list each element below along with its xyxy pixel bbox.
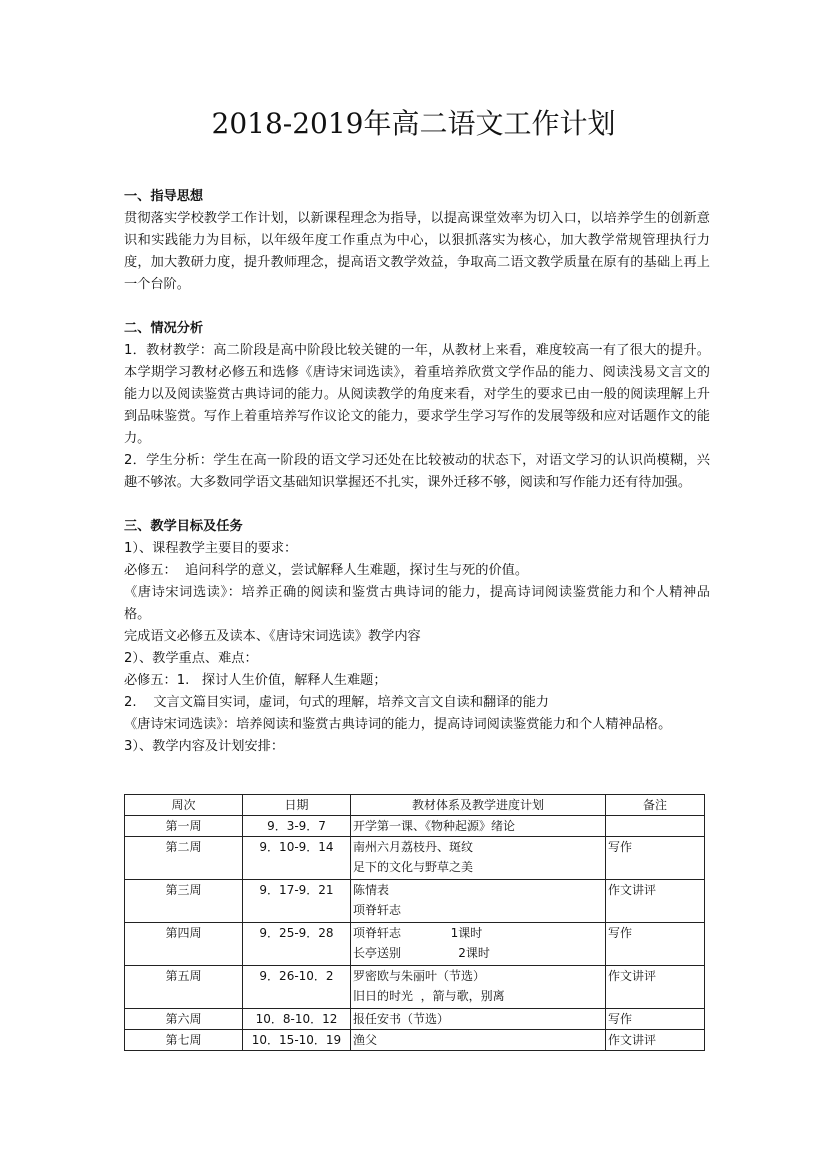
- header-note: 备注: [606, 795, 705, 816]
- cell-plan: [351, 966, 606, 1009]
- cell-date: 9．17-9．21: [243, 880, 351, 923]
- plan-line: 罗密欧与朱丽叶（节选）: [353, 969, 486, 983]
- plan-line: 陈情表: [353, 883, 390, 897]
- section-heading-situation-analysis: 二、情况分析: [124, 321, 204, 336]
- cell-plan: [351, 1030, 606, 1051]
- cell-note: 作文讲评: [606, 966, 705, 1009]
- cell-note: [606, 816, 705, 837]
- table-row: [125, 880, 705, 923]
- cell-week: 第六周: [125, 1009, 243, 1030]
- cell-note: 写作: [606, 923, 705, 966]
- plan-line: 项脊轩志 1课时: [353, 926, 483, 940]
- plan-line: 足下的文化与野草之美: [353, 860, 474, 874]
- goals-line-9: 3）、教学内容及计划安排：: [124, 739, 285, 754]
- header-plan: 教材体系及教学进度计划: [351, 795, 606, 816]
- cell-week: 第一周: [125, 816, 243, 837]
- goals-line-4: 完成语文必修五及读本、《唐诗宋词选读》教学内容: [124, 629, 421, 644]
- goals-line-5: 2）、教学重点、难点：: [124, 651, 258, 666]
- plan-line: 项脊轩志: [353, 903, 402, 917]
- cell-plan: [351, 880, 606, 923]
- spacer: [124, 296, 710, 318]
- section-heading-goals-tasks: 三、教学目标及任务: [124, 519, 243, 534]
- plan-line: 长亭送别 2课时: [353, 946, 490, 960]
- cell-week: 第二周: [125, 837, 243, 880]
- cell-note: 写作: [606, 1009, 705, 1030]
- page-title: 2018-2019年高二语文工作计划: [211, 107, 616, 140]
- cell-week: 第四周: [125, 923, 243, 966]
- plan-line: 南州六月荔枝丹、斑纹: [353, 840, 474, 854]
- textbook-teaching-paragraph: 1．教材教学：高二阶段是高中阶段比较关键的一年，从教材上来看，难度较高一有了很大的提升。本学期学习教材必修五和选修《唐诗宋词选读》，着重培养欣赏文学作品的能力、阅读浅易文言文的能力以及阅读鉴赏古典诗词的能力。从阅读教学的角度来看，对学生的要求已由一般的阅读理解上升到品味鉴赏。写作上着重培养写作议论文的能力，要求学生学习写作的发展等级和应对话题作文的能力。: [124, 343, 710, 446]
- cell-date: 9．25-9．28: [243, 923, 351, 966]
- cell-note: 作文讲评: [606, 1030, 705, 1051]
- goals-line-6: 必修五：1. 探讨人生价值，解释人生难题；: [124, 673, 387, 688]
- teaching-schedule-table: [124, 794, 705, 1051]
- document-body: [124, 186, 710, 758]
- table-row: [125, 923, 705, 966]
- cell-plan: [351, 816, 606, 837]
- goals-line-3: 《唐诗宋词选读》：培养正确的阅读和鉴赏古典诗词的能力，提高诗词阅读鉴赏能力和个人精神品格。: [124, 585, 710, 622]
- header-date: 日期: [243, 795, 351, 816]
- cell-note: 作文讲评: [606, 880, 705, 923]
- cell-date: 9．3-9．7: [243, 816, 351, 837]
- cell-note: 写作: [606, 837, 705, 880]
- plan-line: 渔父: [353, 1033, 378, 1047]
- plan-line: 开学第一课、《物种起源》绪论: [353, 819, 516, 833]
- table-row: [125, 1009, 705, 1030]
- table-row: [125, 966, 705, 1009]
- cell-plan: [351, 923, 606, 966]
- cell-week: 第三周: [125, 880, 243, 923]
- table-row: [125, 1030, 705, 1051]
- plan-line: 旧日的时光 ，箭与歌，别离: [353, 989, 505, 1003]
- plan-line: 报任安书（节选）: [353, 1012, 450, 1026]
- student-analysis-paragraph: 2．学生分析：学生在高一阶段的语文学习还处在比较被动的状态下，对语文学习的认识尚模糊，兴趣不够浓。大多数同学语文基础知识掌握还不扎实，课外迁移不够，阅读和写作能力还有待加强。: [124, 453, 710, 490]
- table-header-row: [125, 795, 705, 816]
- cell-plan: [351, 837, 606, 880]
- guiding-thought-paragraph: 贯彻落实学校教学工作计划，以新课程理念为指导，以提高课堂效率为切入口，以培养学生的创新意识和实践能力为目标，以年级年度工作重点为中心，以狠抓落实为核心，加大教学常规管理执行力度，加大教研力度，提升教师理念，提高语文教学效益，争取高二语文教学质量在原有的基础上再上一个台阶。: [124, 211, 710, 292]
- section-heading-guiding-thought: 一、指导思想: [124, 189, 204, 204]
- goals-line-7: 2. 文言文篇目实词，虚词，句式的理解，培养文言文自读和翻译的能力: [124, 695, 549, 710]
- cell-week: 第七周: [125, 1030, 243, 1051]
- cell-date: 9．26-10．2: [243, 966, 351, 1009]
- cell-plan: [351, 1009, 606, 1030]
- goals-line-8: 《唐诗宋词选读》：培养阅读和鉴赏古典诗词的能力，提高诗词阅读鉴赏能力和个人精神品格。: [124, 717, 672, 732]
- table-row: [125, 837, 705, 880]
- cell-date: 10．8-10．12: [243, 1009, 351, 1030]
- cell-date: 9．10-9．14: [243, 837, 351, 880]
- goals-line-1: 1）、课程教学主要目的要求：: [124, 541, 298, 556]
- spacer: [124, 494, 710, 516]
- table-row: [125, 816, 705, 837]
- header-week: 周次: [125, 795, 243, 816]
- cell-date: 10．15-10．19: [243, 1030, 351, 1051]
- goals-line-2: 必修五： 追问科学的意义，尝试解释人生难题，探讨生与死的价值。: [124, 563, 529, 578]
- cell-week: 第五周: [125, 966, 243, 1009]
